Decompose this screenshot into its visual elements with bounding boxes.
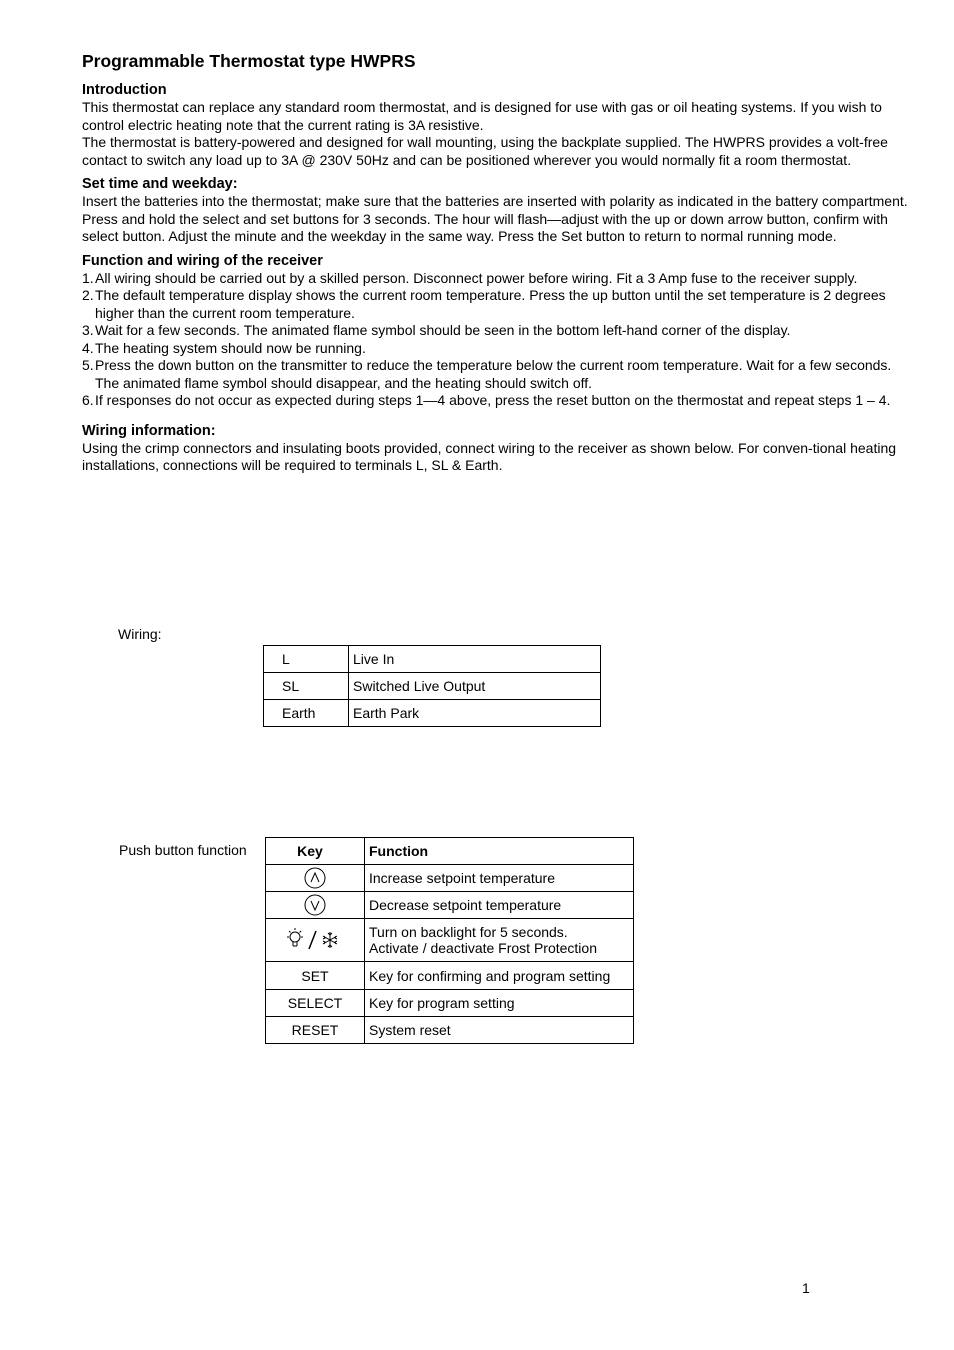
set-time-heading: Set time and weekday: xyxy=(82,176,238,192)
table-row xyxy=(266,962,634,990)
key-cell: SELECT xyxy=(266,990,365,1017)
list-item: 5. Press the down button on the transmitter to reduce the temperature below the current room temperature. Wait for a few seconds. The animated flame symbol should disappear, and the heating should switch off. xyxy=(82,357,892,391)
table-row xyxy=(264,646,601,673)
terminal-cell: Earth xyxy=(264,700,349,727)
list-item: 3. Wait for a few seconds. The animated flame symbol should be seen in the bottom left-hand corner of the display. xyxy=(82,322,791,338)
table-row xyxy=(266,1017,634,1044)
function-cell: Key for program setting xyxy=(365,990,634,1017)
wiring-info-heading: Wiring information: xyxy=(82,422,216,439)
lightbulb-snowflake-icon xyxy=(266,919,365,962)
list-item: 2. The default temperature display shows the current room temperature. Press the up button until the set temperature is 2 degrees higher than the current room temperature. xyxy=(82,287,886,321)
wiring-label: Wiring: xyxy=(118,626,162,642)
steps-list xyxy=(82,270,912,410)
terminal-cell: L xyxy=(264,646,349,673)
function-cell: Increase setpoint temperature xyxy=(365,865,634,892)
table-row xyxy=(266,919,634,962)
push-button-table xyxy=(265,837,634,1044)
description-cell: Earth Park xyxy=(349,700,601,727)
set-time-paragraph: Insert the batteries into the thermostat; make sure that the batteries are inserted with polarity as indicated in the battery compartment. Press and hold the select and set buttons for 3 seconds. The hour will flash—adjust with the up or down arrow button, confirm with select button. Adjust the minute and the weekday in the same way. Press the Set button to return to normal running mode. xyxy=(82,193,908,244)
list-item: 6. If responses do not occur as expected during steps 1—4 above, press the reset button on the thermostat and repeat steps 1 – 4. xyxy=(82,392,891,408)
page-title: Programmable Thermostat type HWPRS xyxy=(82,51,416,71)
function-column-header: Function xyxy=(365,838,634,865)
key-cell: RESET xyxy=(266,1017,365,1044)
wiring-table xyxy=(263,645,601,727)
document-body xyxy=(82,50,912,475)
introduction-paragraph-1: This thermostat can replace any standard room thermostat, and is designed for use with gas or oil heating systems. If you wish to control electric heating note that the current rating is 3A resistive. xyxy=(82,99,882,133)
table-row xyxy=(266,865,634,892)
key-column-header: Key xyxy=(266,838,365,865)
table-row xyxy=(266,892,634,919)
introduction-heading: Introduction xyxy=(82,82,167,98)
table-row xyxy=(264,673,601,700)
page-number: 1 xyxy=(802,1280,810,1296)
function-cell: System reset xyxy=(365,1017,634,1044)
list-item: 4. The heating system should now be running. xyxy=(82,339,366,356)
wiring-info-paragraph: Using the crimp connectors and insulating boots provided, connect wiring to the receiver as shown below. For conven-tional heating installations, connections will be required to terminals L, SL & Earth. xyxy=(82,439,897,473)
push-button-label: Push button function xyxy=(119,842,247,858)
key-cell: SET xyxy=(266,962,365,990)
table-row xyxy=(266,990,634,1017)
description-cell: Live In xyxy=(349,646,601,673)
up-arrow-circle-icon xyxy=(266,865,365,892)
function-cell: Key for confirming and program setting xyxy=(365,962,634,990)
function-cell: Decrease setpoint temperature xyxy=(365,892,634,919)
function-wiring-heading: Function and wiring of the receiver xyxy=(82,252,323,269)
function-cell: Turn on backlight for 5 seconds. Activate / deactivate Frost Protection xyxy=(365,919,634,962)
description-cell: Switched Live Output xyxy=(349,673,601,700)
terminal-cell: SL xyxy=(264,673,349,700)
list-item: 1. All wiring should be carried out by a skilled person. Disconnect power before wiring. Fit a 3 Amp fuse to the receiver supply. xyxy=(82,269,858,286)
down-arrow-circle-icon xyxy=(266,892,365,919)
table-row xyxy=(264,700,601,727)
introduction-paragraph-2: The thermostat is battery-powered and designed for wall mounting, using the backplate supplied. The HWPRS provides a volt-free contact to switch any load up to 3A @ 230V 50Hz and can be positioned wherever you would normally fit a room thermostat. xyxy=(82,134,888,168)
table-header-row xyxy=(266,838,634,865)
